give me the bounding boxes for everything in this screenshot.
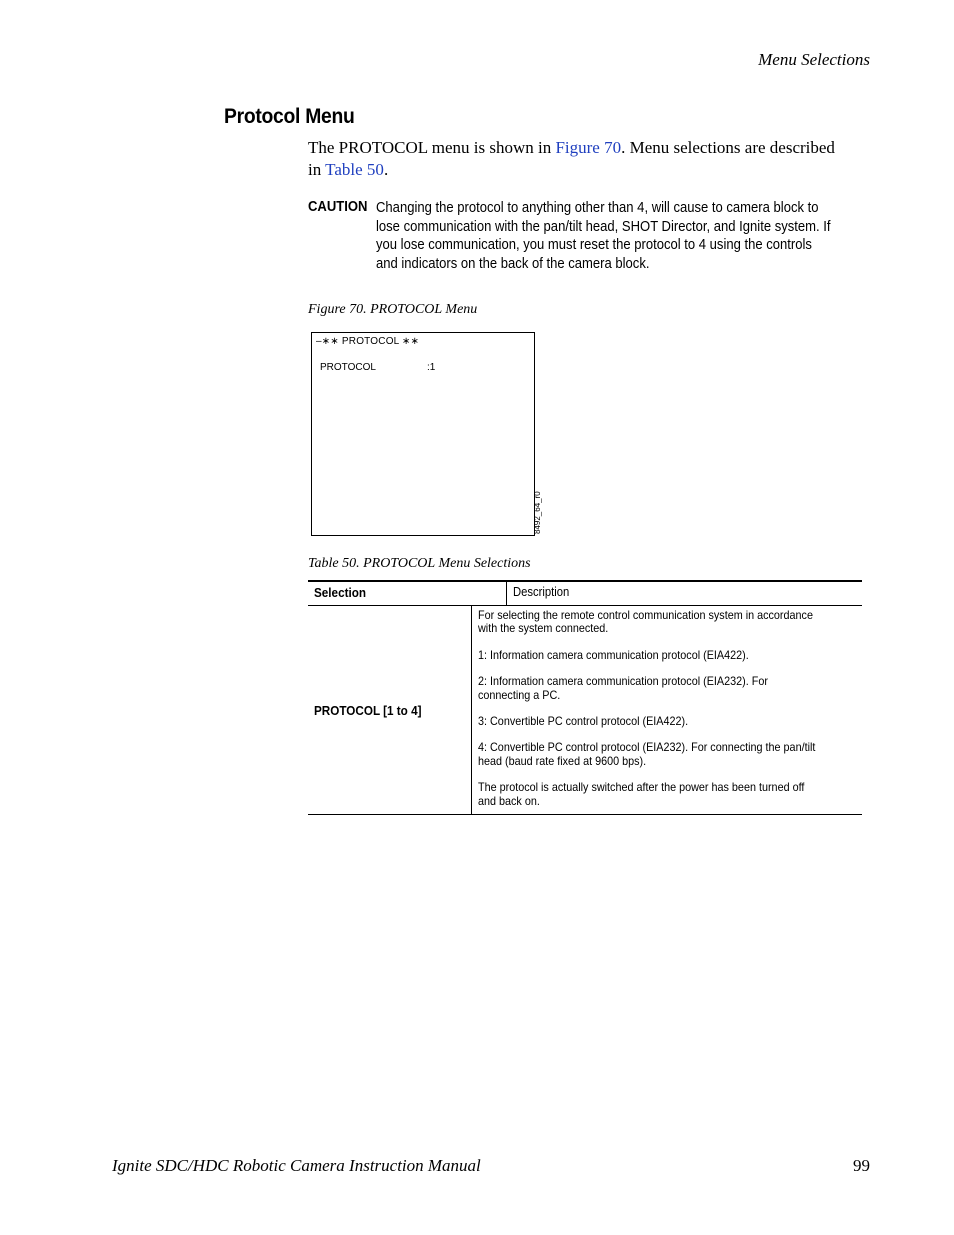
caution-text: Changing the protocol to anything other than 4, will cause to camera block to lose communication with the pan/tilt head, SHOT Director, and Ignite system. If you lose communication, you must reset the protocol to 4 using the controls and indicators on the back of the camera block.: [376, 200, 831, 272]
header-description: [507, 582, 862, 605]
protocol-selections-table: [308, 580, 862, 815]
header-selection: [308, 582, 507, 605]
intro-text-3: .: [383, 159, 389, 179]
table-50-link[interactable]: Table 50: [325, 159, 384, 179]
footer-manual-title: Ignite SDC/HDC Robotic Camera Instruction Manual: [112, 1156, 481, 1175]
description-para-6: The protocol is actually switched after the power has been turned off and back on.: [478, 780, 805, 808]
description-para-5: 4: Convertible PC control protocol (EIA232). For connecting the pan/tilt head (baud rate fixed at 9600 bps).: [478, 740, 816, 768]
table-header-row: [308, 582, 862, 606]
figure-caption: Figure 70. PROTOCOL Menu: [308, 302, 478, 317]
section-title: Protocol Menu: [224, 105, 355, 128]
description-para-1: For selecting the remote control communication system in accordance with the system connected.: [478, 608, 813, 636]
description-para-4: 3: Convertible PC control protocol (EIA422).: [478, 714, 689, 729]
header-description-text: Description: [513, 585, 570, 599]
selection-cell: [308, 606, 472, 814]
intro-text-1: The PROTOCOL menu is shown in: [308, 138, 556, 157]
caution-label: CAUTION: [308, 199, 368, 215]
selection-text: PROTOCOL [1 to 4]: [314, 702, 422, 718]
description-body: [478, 609, 818, 808]
intro-text-2: . Menu selections are described in: [308, 138, 835, 179]
table-row: [308, 606, 862, 815]
figure-70-link[interactable]: Figure 70: [555, 138, 622, 157]
menu-item-label: PROTOCOL: [320, 362, 376, 373]
intro-paragraph: [308, 137, 838, 180]
figure-code: 8492_64_r0: [533, 491, 542, 534]
menu-title: –∗∗ PROTOCOL ∗∗: [316, 336, 420, 347]
header-selection-text: Selection: [314, 585, 367, 600]
description-para-2: 1: Information camera communication protocol (EIA422).: [478, 647, 749, 662]
description-cell: [472, 606, 862, 814]
running-head: Menu Selections: [758, 50, 870, 69]
description-para-3: 2: Information camera communication protocol (EIA232). For connecting a PC.: [478, 674, 768, 702]
footer-page-number: 99: [853, 1156, 870, 1175]
table-caption: Table 50. PROTOCOL Menu Selections: [308, 556, 531, 571]
menu-item-value: :1: [427, 362, 436, 373]
